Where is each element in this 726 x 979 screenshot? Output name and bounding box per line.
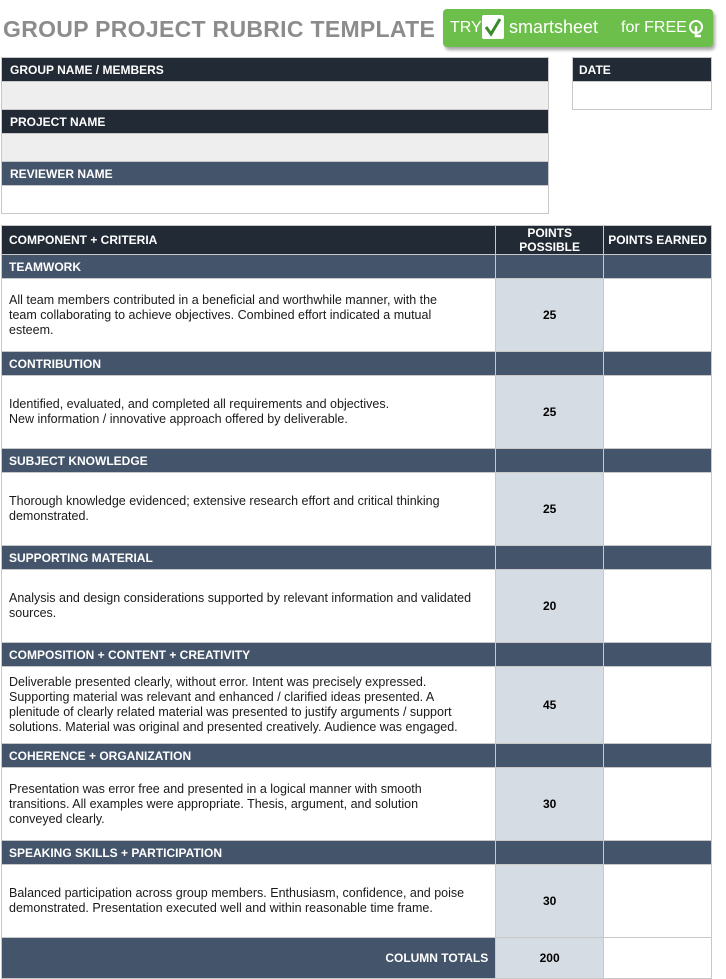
promo-brand: smartsheet <box>509 17 599 37</box>
section-spacer <box>496 546 604 570</box>
component-header: COMPONENT + CRITERIA <box>2 226 496 255</box>
criteria-line: demonstrated. <box>9 509 89 523</box>
promo-try-label: TRY <box>450 19 482 36</box>
section-name: SUPPORTING MATERIAL <box>2 546 496 570</box>
points-possible-value: 30 <box>496 865 604 938</box>
criteria-row <box>2 768 712 841</box>
points-earned-field[interactable] <box>604 473 712 546</box>
section-spacer <box>496 255 604 279</box>
section-name: TEAMWORK <box>2 255 496 279</box>
criteria-line: demonstrated. Presentation executed well and within reasonable time frame. <box>9 901 433 915</box>
rubric-table <box>1 225 712 979</box>
section-row <box>2 643 712 667</box>
section-row <box>2 255 712 279</box>
section-row <box>2 744 712 768</box>
criteria-description <box>2 473 496 546</box>
section-spacer <box>604 643 712 667</box>
column-totals-label: COLUMN TOTALS <box>2 938 496 979</box>
criteria-description <box>2 667 496 744</box>
date-table <box>572 57 712 110</box>
criteria-line: plenitude of clearly related material was presented to justify arguments / support <box>9 705 452 719</box>
points-earned-field[interactable] <box>604 376 712 449</box>
criteria-line: New information / innovative approach offered by deliverable. <box>9 412 348 426</box>
section-spacer <box>604 255 712 279</box>
check-icon <box>482 15 504 39</box>
criteria-row <box>2 570 712 643</box>
page-title: GROUP PROJECT RUBRIC TEMPLATE <box>3 16 436 42</box>
points-possible-value: 25 <box>496 279 604 352</box>
criteria-row <box>2 279 712 352</box>
criteria-line: Identified, evaluated, and completed all requirements and objectives. <box>9 397 390 411</box>
points-earned-field[interactable] <box>604 667 712 744</box>
section-spacer <box>496 352 604 376</box>
pointer-hand-icon <box>687 18 707 45</box>
points-possible-value: 25 <box>496 376 604 449</box>
section-spacer <box>604 841 712 865</box>
section-name: COMPOSITION + CONTENT + CREATIVITY <box>2 643 496 667</box>
criteria-line: All team members contributed in a beneficial and worthwhile manner, with the <box>9 292 437 307</box>
criteria-description <box>2 376 496 449</box>
criteria-line: conveyed clearly. <box>9 811 105 826</box>
group-name-field[interactable] <box>2 82 549 110</box>
section-row <box>2 841 712 865</box>
criteria-description <box>2 279 496 352</box>
section-spacer <box>604 744 712 768</box>
date-field[interactable] <box>573 82 712 110</box>
criteria-line: esteem. <box>9 322 54 337</box>
section-spacer <box>496 841 604 865</box>
criteria-line: Presentation was error free and presented in a logical manner with smooth <box>9 781 422 796</box>
points-possible-header: POINTS POSSIBLE <box>496 226 604 255</box>
criteria-line: Thorough knowledge evidenced; extensive research effort and critical thinking <box>9 494 440 508</box>
points-earned-field[interactable] <box>604 768 712 841</box>
criteria-description <box>2 768 496 841</box>
section-name: SUBJECT KNOWLEDGE <box>2 449 496 473</box>
section-name: CONTRIBUTION <box>2 352 496 376</box>
criteria-row <box>2 376 712 449</box>
criteria-description <box>2 570 496 643</box>
section-row <box>2 449 712 473</box>
promo-free-label: for FREE <box>621 19 687 36</box>
group-name-label: GROUP NAME / MEMBERS <box>2 58 549 82</box>
total-points-earned-field[interactable] <box>604 938 712 979</box>
points-possible-value: 20 <box>496 570 604 643</box>
criteria-line: Analysis and design considerations supported by relevant information and validated <box>9 591 472 605</box>
points-possible-value: 30 <box>496 768 604 841</box>
points-earned-header: POINTS EARNED <box>604 226 712 255</box>
criteria-line: team collaborating to achieve objectives. Combined effort indicated a mutual <box>9 307 432 322</box>
section-spacer <box>496 449 604 473</box>
section-spacer <box>604 449 712 473</box>
criteria-line: transitions. All examples were appropriate. Thesis, argument, and solution <box>9 796 419 811</box>
criteria-row <box>2 473 712 546</box>
section-spacer <box>604 352 712 376</box>
criteria-row <box>2 667 712 744</box>
section-spacer <box>604 546 712 570</box>
points-earned-field[interactable] <box>604 865 712 938</box>
project-name-label: PROJECT NAME <box>2 110 549 134</box>
criteria-description <box>2 865 496 938</box>
section-row <box>2 546 712 570</box>
reviewer-name-label: REVIEWER NAME <box>2 162 549 186</box>
criteria-line: sources. <box>9 606 57 620</box>
date-label: DATE <box>573 58 712 82</box>
criteria-line: Supporting material was relevant and enhanced / clarified ideas presented. A <box>9 690 435 704</box>
criteria-line: Deliverable presented clearly, without error. Intent was precisely expressed. <box>9 675 427 689</box>
criteria-line: solutions. Material was original and presented creatively. Audience was engaged. <box>9 720 458 734</box>
section-name: COHERENCE + ORGANIZATION <box>2 744 496 768</box>
points-earned-field[interactable] <box>604 570 712 643</box>
points-earned-field[interactable] <box>604 279 712 352</box>
section-spacer <box>496 643 604 667</box>
section-name: SPEAKING SKILLS + PARTICIPATION <box>2 841 496 865</box>
criteria-row <box>2 865 712 938</box>
try-smartsheet-button[interactable] <box>443 9 713 47</box>
project-info-table <box>1 57 549 214</box>
total-points-possible: 200 <box>496 938 604 979</box>
points-possible-value: 25 <box>496 473 604 546</box>
criteria-line: Balanced participation across group members. Enthusiasm, confidence, and poise <box>9 886 465 900</box>
section-spacer <box>496 744 604 768</box>
points-possible-value: 45 <box>496 667 604 744</box>
reviewer-name-field[interactable] <box>2 186 549 214</box>
project-name-field[interactable] <box>2 134 549 162</box>
section-row <box>2 352 712 376</box>
